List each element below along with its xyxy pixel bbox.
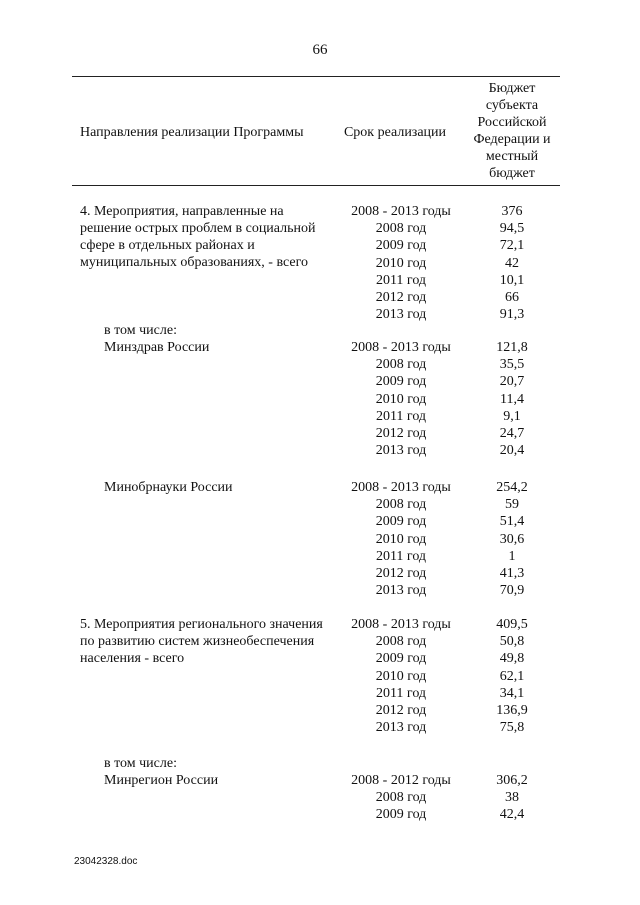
section-label: Минрегион России [104,773,219,788]
row-value: 306,2 [496,773,528,788]
row-period: 2008 год [375,497,427,513]
row-value: 49,8 [499,651,525,667]
row-period: 2009 год [375,807,427,823]
row-value: 30,6 [499,531,525,547]
row-value: 34,1 [499,685,525,701]
row-value: 70,9 [499,583,525,599]
row-value: 50,8 [499,634,525,650]
row-period: 2008 год [375,634,427,650]
section-prefix: в том числе: [104,756,177,771]
section-label: 5. Мероприятия регионального значения по развитию систем жизнеобеспечения населения - всего [80,617,323,666]
row-period: 2010 год [375,668,427,684]
row-period: 2011 год [375,548,427,564]
row-period: 2009 год [375,651,427,667]
row-period: 2008 - 2013 годы [351,480,451,495]
row-value: 1 [508,548,516,564]
footer-filename: 23042328.doc [74,856,138,867]
row-period: 2013 год [375,443,427,459]
row-period: 2010 год [375,391,427,407]
row-value: 51,4 [499,514,525,530]
row-period: 2008 - 2013 годы [351,617,451,632]
row-value: 94,5 [499,221,525,237]
row-period: 2012 год [375,566,427,581]
row-value: 136,9 [496,703,528,718]
section-prefix: в том числе: [104,323,177,338]
row-value: 62,1 [499,668,525,684]
header-col-budget: Бюджет субъекта Российской Федерации и местный бюджет [473,81,551,181]
page-number: 66 [312,42,328,58]
row-period: 2009 год [375,514,427,530]
row-value: 24,7 [499,426,525,441]
row-value: 121,8 [496,340,528,355]
row-value: 66 [505,290,519,305]
row-value: 72,1 [499,238,525,254]
row-value: 376 [501,204,523,219]
row-value: 254,2 [496,480,528,495]
row-value: 35,5 [499,357,525,373]
row-period: 2011 год [375,685,427,701]
row-value: 9,1 [503,408,521,424]
row-value: 91,3 [499,307,525,323]
row-value: 11,4 [500,391,524,407]
row-period: 2008 год [375,790,427,806]
row-value: 59 [505,497,519,513]
row-period: 2008 год [375,221,427,237]
row-period: 2009 год [375,238,427,254]
section-label: Минздрав России [104,340,210,355]
row-value: 42 [505,255,519,271]
row-period: 2008 - 2013 годы [351,204,451,219]
row-value: 409,5 [496,617,528,632]
header-col-directions: Направления реализации Программы [80,125,304,140]
row-period: 2013 год [375,583,427,599]
row-period: 2012 год [375,290,427,305]
header-col-period: Срок реализации [343,125,447,140]
row-period: 2011 год [375,408,427,424]
section-label: Минобрнауки России [104,480,233,495]
row-period: 2013 год [375,720,427,736]
section-label: 4. Мероприятия, направленные на решение острых проблем в социальной сфере в отдельных районах и муниципальных образованиях, - всего [80,204,316,270]
row-value: 10,1 [499,272,525,288]
row-period: 2008 - 2013 годы [351,340,451,355]
row-value: 20,7 [499,374,525,390]
row-period: 2012 год [375,426,427,441]
row-period: 2010 год [375,255,427,271]
row-period: 2010 год [375,531,427,547]
row-value: 42,4 [499,807,525,823]
row-value: 20,4 [499,443,525,459]
row-value: 75,8 [499,720,525,736]
row-period: 2011 год [375,272,427,288]
row-period: 2013 год [375,307,427,323]
row-value: 41,3 [499,566,525,581]
row-value: 38 [505,790,519,806]
row-period: 2009 год [375,374,427,390]
row-period: 2012 год [375,703,427,718]
row-period: 2008 год [375,357,427,373]
row-period: 2008 - 2012 годы [351,773,451,788]
